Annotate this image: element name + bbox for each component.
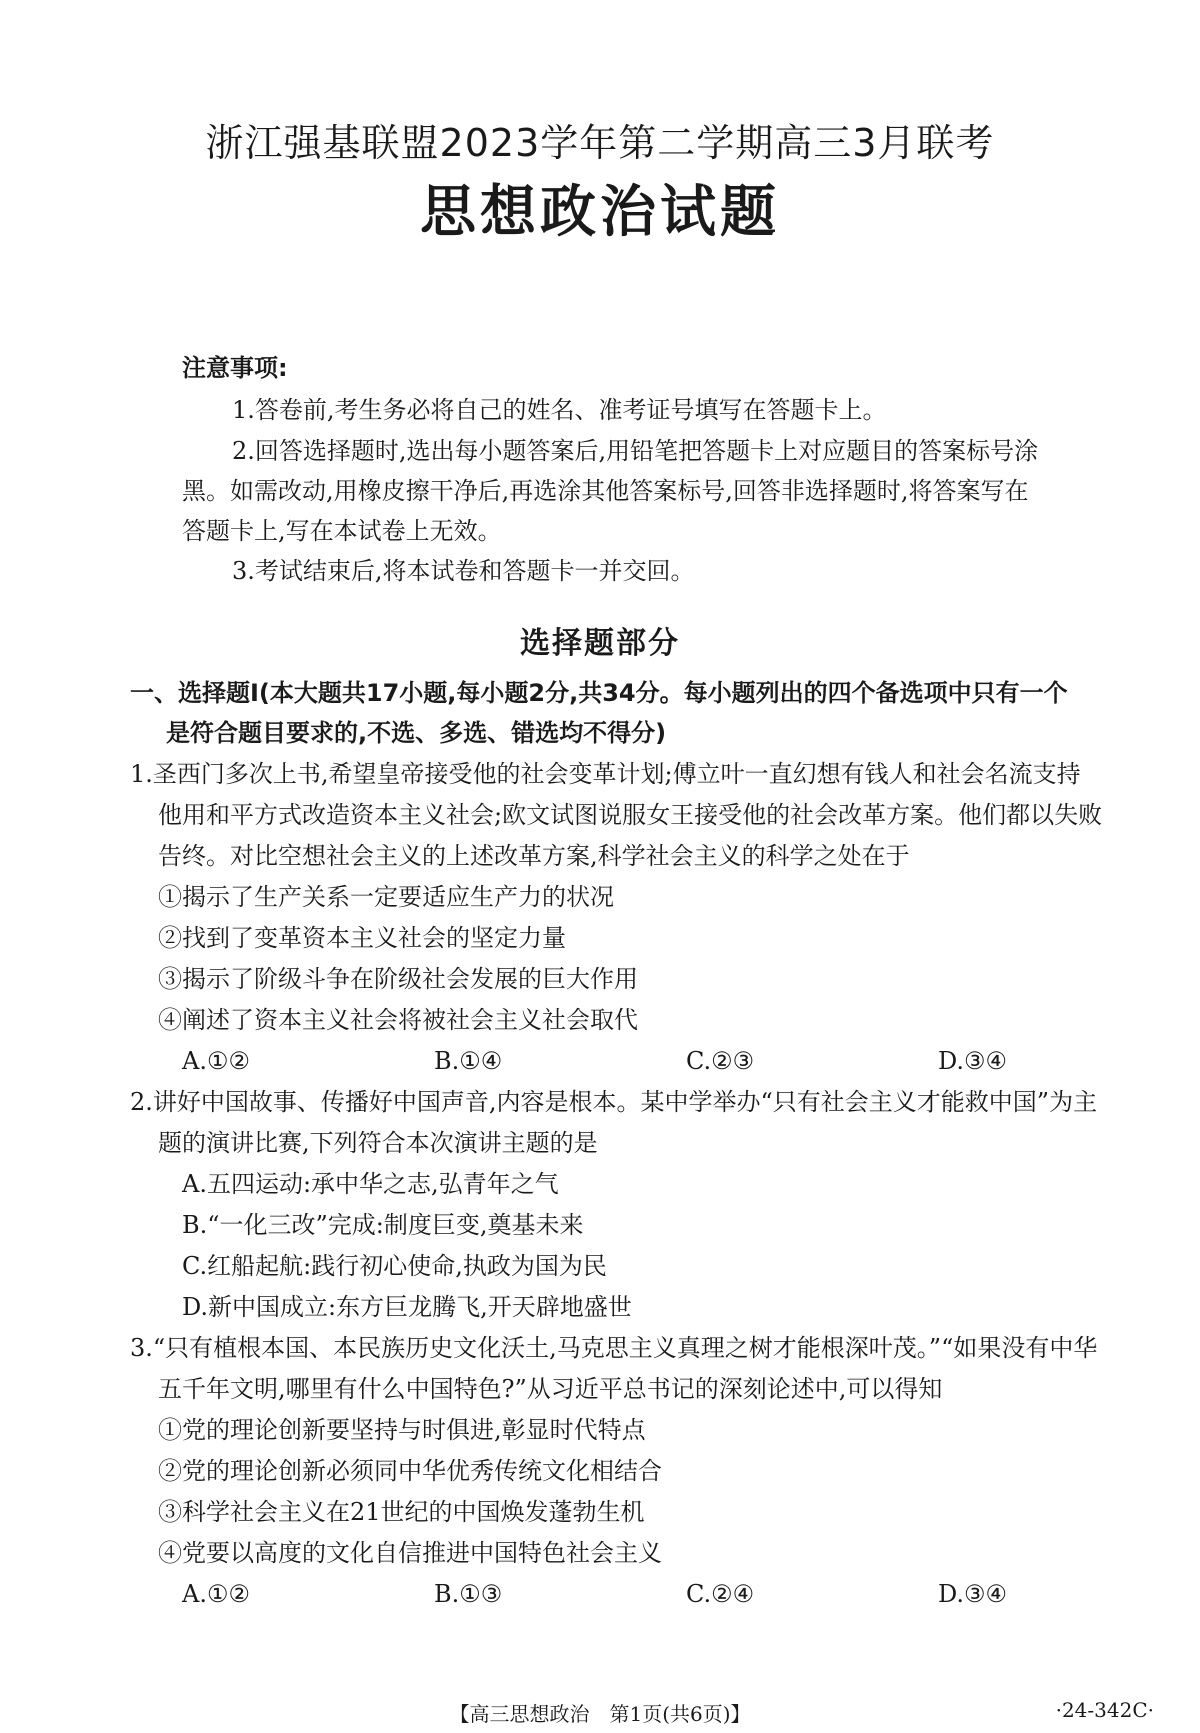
notice-item-2-line-3: 答题卡上,写在本试卷上无效。	[182, 517, 502, 545]
question-1-option-a: A.①②	[182, 1047, 250, 1075]
notice-item-1: 1.答卷前,考生务必将自己的姓名、准考证号填写在答题卡上。	[232, 396, 887, 424]
question-2-option-d: D.新中国成立:东方巨龙腾飞,开天辟地盛世	[182, 1293, 632, 1321]
page-footer-info: 【高三思想政治 第1页(共6页)】	[449, 1702, 751, 1726]
notice-item-2-line-2: 黑。如需改动,用橡皮擦干净后,再选涂其他答案标号,回答非选择题时,将答案写在	[182, 477, 1029, 505]
page-footer-code: ·24-342C·	[1055, 1698, 1154, 1722]
question-3-statement-3: ③科学社会主义在21世纪的中国焕发蓬勃生机	[158, 1498, 645, 1526]
question-3-statement-4: ④党要以高度的文化自信推进中国特色社会主义	[158, 1539, 662, 1567]
question-3-option-b: B.①③	[434, 1580, 503, 1608]
question-3-statement-2: ②党的理论创新必须同中华优秀传统文化相结合	[158, 1457, 662, 1485]
question-3-option-c: C.②④	[686, 1580, 755, 1608]
part1-instructions-line-2: 是符合题目要求的,不选、多选、错选均不得分)	[166, 719, 667, 747]
question-1-option-d: D.③④	[938, 1047, 1008, 1075]
question-2-option-c: C.红船起航:践行初心使命,执政为国为民	[182, 1252, 607, 1280]
question-1-statement-4: ④阐述了资本主义社会将被社会主义社会取代	[158, 1006, 638, 1034]
notice-item-2-line-1: 2.回答选择题时,选出每小题答案后,用铅笔把答题卡上对应题目的答案标号涂	[232, 437, 1039, 465]
notice-item-3: 3.考试结束后,将本试卷和答题卡一并交回。	[232, 557, 695, 585]
question-3-stem-line-1: 3.“只有植根本国、本民族历史文化沃土,马克思主义真理之树才能根深叶茂。”“如果没有中华	[130, 1334, 1098, 1362]
question-1-option-c: C.②③	[686, 1047, 755, 1075]
question-2-stem-line-2: 题的演讲比赛,下列符合本次演讲主题的是	[158, 1129, 598, 1157]
question-1-statement-1: ①揭示了生产关系一定要适应生产力的状况	[158, 883, 614, 911]
question-3-statement-1: ①党的理论创新要坚持与时俱进,彰显时代特点	[158, 1416, 646, 1444]
question-3-stem-line-2: 五千年文明,哪里有什么中国特色?”从习近平总书记的深刻论述中,可以得知	[158, 1375, 943, 1403]
question-1-stem-line-3: 告终。对比空想社会主义的上述改革方案,科学社会主义的科学之处在于	[158, 842, 910, 870]
exam-title: 浙江强基联盟2023学年第二学期高三3月联考	[205, 121, 995, 165]
exam-subject-title: 思想政治试题	[420, 180, 780, 245]
question-1-statement-2: ②找到了变革资本主义社会的坚定力量	[158, 924, 566, 952]
question-3-option-d: D.③④	[938, 1580, 1008, 1608]
notice-heading: 注意事项:	[182, 354, 288, 382]
question-1-statement-3: ③揭示了阶级斗争在阶级社会发展的巨大作用	[158, 965, 638, 993]
question-2-option-a: A.五四运动:承中华之志,弘青年之气	[182, 1170, 559, 1198]
question-1-stem-line-1: 1.圣西门多次上书,希望皇帝接受他的社会变革计划;傅立叶一直幻想有钱人和社会名流支持	[130, 760, 1081, 788]
section-title: 选择题部分	[520, 626, 680, 661]
question-1-option-b: B.①④	[434, 1047, 503, 1075]
question-1-stem-line-2: 他用和平方式改造资本主义社会;欧文试图说服女王接受他的社会改革方案。他们都以失败	[158, 801, 1103, 829]
question-2-option-b: B.“一化三改”完成:制度巨变,奠基未来	[182, 1211, 584, 1239]
question-2-stem-line-1: 2.讲好中国故事、传播好中国声音,内容是根本。某中学举办“只有社会主义才能救中国”为主	[130, 1088, 1098, 1116]
question-3-option-a: A.①②	[182, 1580, 250, 1608]
part1-instructions-line-1: 一、选择题Ⅰ(本大题共17小题,每小题2分,共34分。每小题列出的四个备选项中只有一个	[130, 679, 1068, 707]
